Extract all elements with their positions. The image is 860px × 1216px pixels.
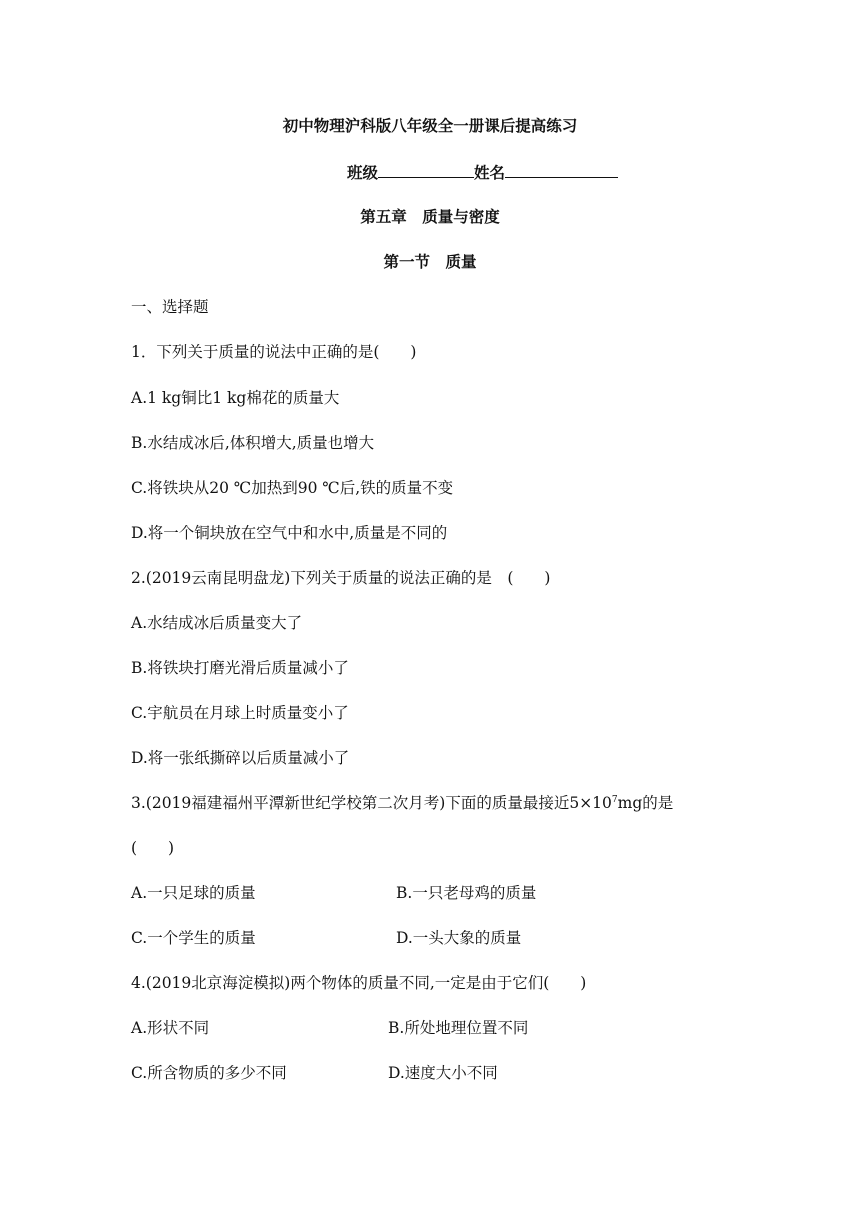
question-1-stem: 1．下列关于质量的说法中正确的是( ) <box>131 343 417 361</box>
class-blank <box>378 161 474 178</box>
question-3-option-d: D.一头大象的质量 <box>396 929 522 947</box>
question-4-option-b: B.所处地理位置不同 <box>388 1019 529 1037</box>
question-3-option-c: C.一个学生的质量 <box>131 929 256 947</box>
question-1-option-b: B.水结成冰后,体积增大,质量也增大 <box>131 434 375 452</box>
question-2-stem: 2.(2019云南昆明盘龙)下列关于质量的说法正确的是 ( ) <box>131 569 551 587</box>
class-label: 班级 <box>347 163 379 182</box>
document-title: 初中物理沪科版八年级全一册课后提高练习 <box>282 116 578 135</box>
question-2-option-d: D.将一张纸撕碎以后质量减小了 <box>131 749 350 767</box>
question-4-option-c: C.所含物质的多少不同 <box>131 1064 287 1082</box>
question-3-option-b: B.一只老母鸡的质量 <box>396 884 537 902</box>
question-3-stem-unit: mg的是 <box>617 794 674 812</box>
question-4-option-d: D.速度大小不同 <box>388 1064 498 1082</box>
section-heading: 第一节 质量 <box>383 252 477 271</box>
question-2-option-b: B.将铁块打磨光滑后质量减小了 <box>131 659 349 677</box>
question-3-option-a: A.一只足球的质量 <box>131 884 256 902</box>
question-4-option-a: A.形状不同 <box>131 1019 210 1037</box>
chapter-heading: 第五章 质量与密度 <box>360 207 500 226</box>
question-1-option-a: A.1 kg铜比1 kg棉花的质量大 <box>131 389 340 407</box>
question-1-option-d: D.将一个铜块放在空气中和水中,质量是不同的 <box>131 524 448 542</box>
class-name-line <box>347 161 618 183</box>
question-3-stem <box>131 793 673 813</box>
question-3-stem-text: 3.(2019福建福州平潭新世纪学校第二次月考)下面的质量最接近5×10 <box>131 794 612 812</box>
question-3-answer-bracket: ( ) <box>131 839 175 857</box>
question-1-option-c: C.将铁块从20 ℃加热到90 ℃后,铁的质量不变 <box>131 479 454 497</box>
name-blank <box>505 161 618 178</box>
name-label: 姓名 <box>474 163 506 182</box>
question-4-stem: 4.(2019北京海淀模拟)两个物体的质量不同,一定是由于它们( ) <box>131 974 587 992</box>
question-3-exponent: 7 <box>611 794 618 805</box>
question-2-option-c: C.宇航员在月球上时质量变小了 <box>131 704 349 722</box>
question-2-option-a: A.水结成冰后质量变大了 <box>131 614 303 632</box>
part-heading: 一、选择题 <box>131 298 209 316</box>
